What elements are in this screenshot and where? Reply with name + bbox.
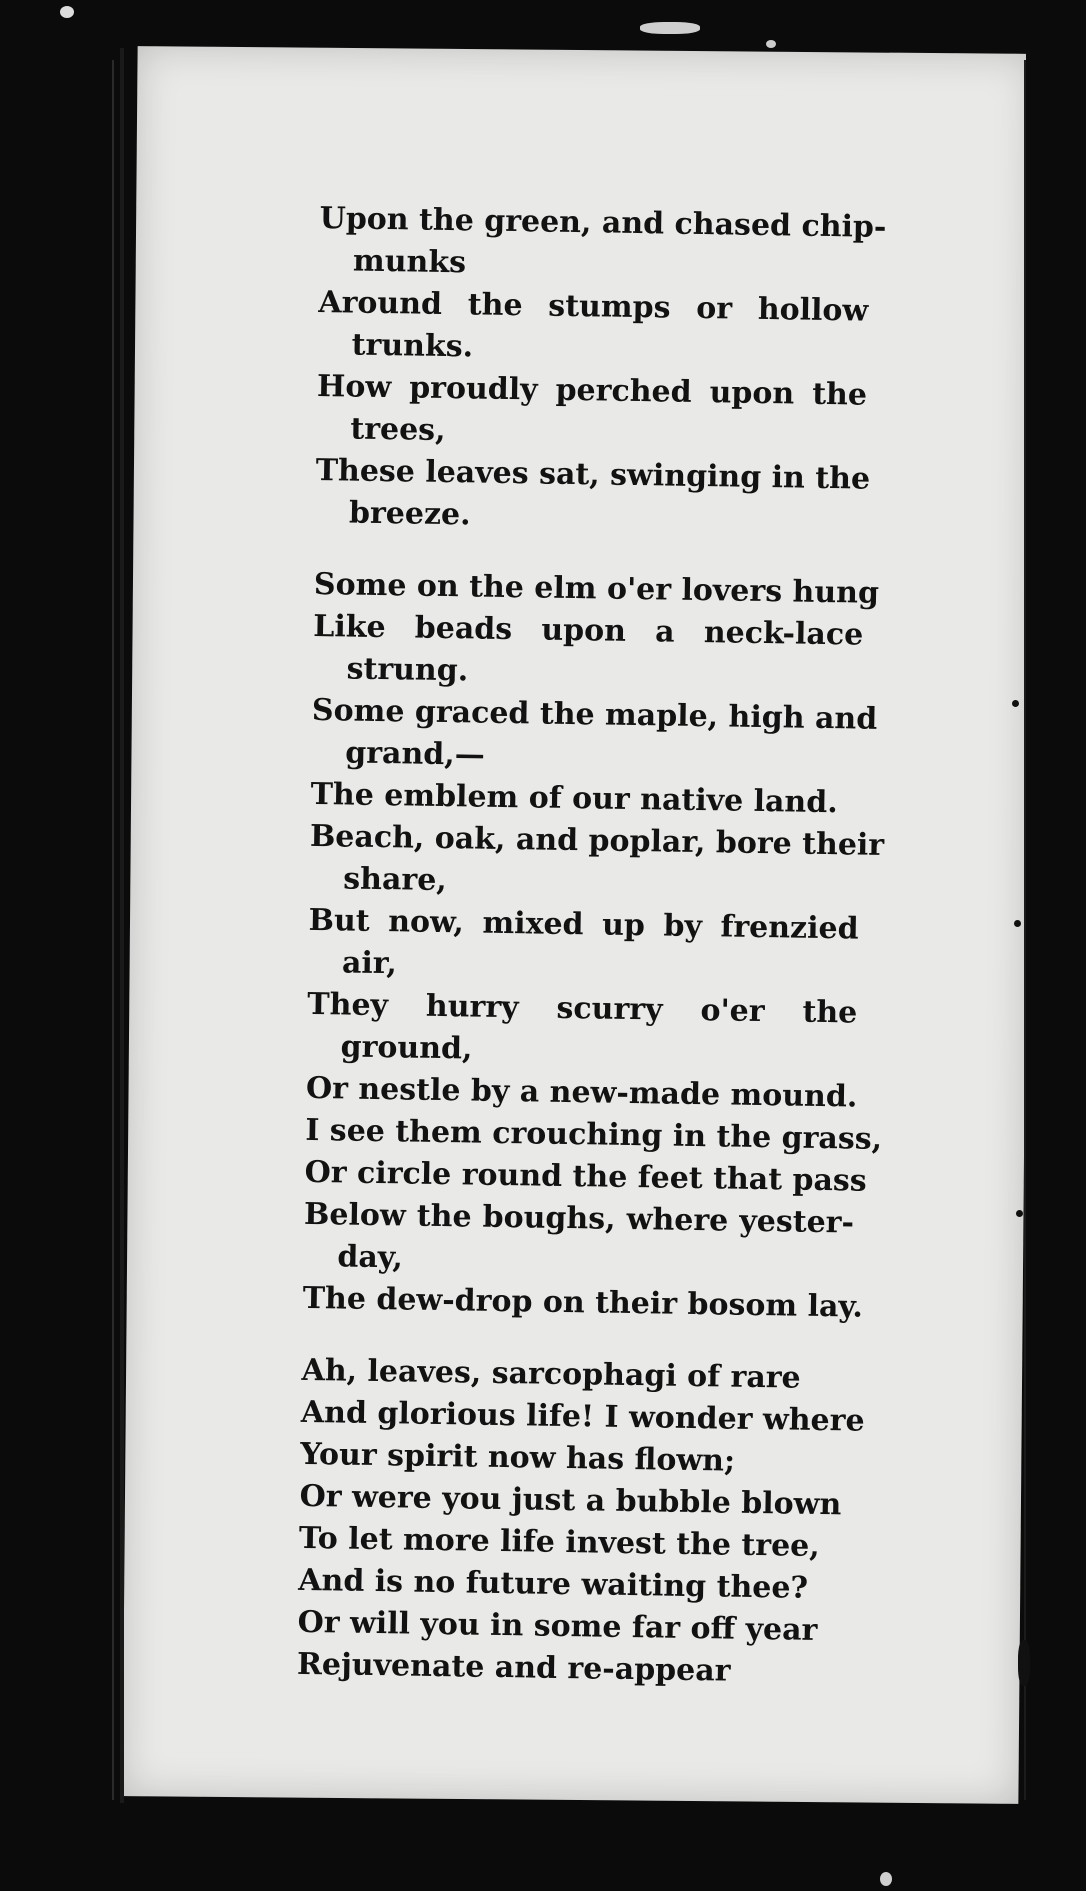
scan-speck (60, 6, 74, 18)
poem-line: Your spirit now has flown; (299, 1436, 736, 1479)
poem-line: I see them crouching in the grass, (305, 1112, 883, 1157)
poem-line: Or will you in some far off year (297, 1604, 818, 1648)
poem-line: ground, (340, 1029, 473, 1067)
poem-line: Or circle round the feet that pass (304, 1154, 867, 1199)
poem-line: Some on the elm o'er lovers hung (313, 566, 880, 611)
poem-line: share, (343, 861, 448, 899)
poem-line: Around the stumps or hollow (318, 284, 869, 329)
poem-line: And glorious life! I wonder where (300, 1394, 865, 1439)
poem-line: munks (352, 243, 467, 281)
poem-line: Rejuvenate and re-appear (296, 1646, 731, 1689)
poem-line: Below the boughs, where yester- (303, 1196, 855, 1241)
poem-line: Beach, oak, and poplar, bore their (309, 818, 885, 863)
poem-line: These leaves sat, swinging in the (315, 452, 871, 497)
poem-line: Ah, leaves, sarcophagi of rare (301, 1352, 801, 1396)
stanza (296, 1350, 865, 1695)
poem-line: air, (341, 945, 398, 982)
poem-line: The emblem of our native land. (310, 776, 838, 821)
poem-line: Or nestle by a new-made mound. (305, 1070, 858, 1115)
binding-rule-outer (112, 60, 114, 1800)
poem-line: day, (337, 1239, 404, 1276)
scan-speck (1012, 700, 1019, 707)
poem-line: And is no future waiting thee? (298, 1562, 809, 1606)
stanza (302, 564, 885, 1329)
poem-line: breeze. (348, 495, 471, 533)
poem-line: trunks. (351, 327, 474, 365)
poem-line: Some graced the maple, high and (311, 692, 878, 737)
poem-line: strung. (346, 651, 469, 689)
poem-line: Or were you just a bubble blown (299, 1478, 842, 1523)
poem-line: Like beads upon a neck-lace (312, 608, 864, 653)
scan-speck (880, 1872, 892, 1886)
binding-rule (120, 48, 124, 1803)
poem-line: To let more life invest the tree, (298, 1520, 820, 1565)
scan-speck (640, 22, 700, 34)
poem-line: They hurry scurry o'er the (307, 986, 858, 1031)
scan-speck (1018, 1640, 1030, 1686)
poem-line: trees, (350, 411, 446, 448)
stanza (315, 198, 887, 543)
right-margin-shadow (1026, 50, 1086, 1810)
right-edge-rule (1024, 60, 1026, 1800)
poem-line: But now, mixed up by frenzied (308, 902, 859, 947)
poem-line: Upon the green, and chased chip- (319, 200, 887, 245)
scan-speck (1016, 1210, 1023, 1217)
poem-line: The dew-drop on their bosom lay. (302, 1280, 864, 1325)
poem-line: How proudly perched upon the (316, 368, 868, 413)
scan-speck (1014, 920, 1021, 927)
scan-speck (766, 40, 776, 48)
poem-line: grand,— (345, 735, 485, 773)
poem-text (296, 198, 887, 1724)
